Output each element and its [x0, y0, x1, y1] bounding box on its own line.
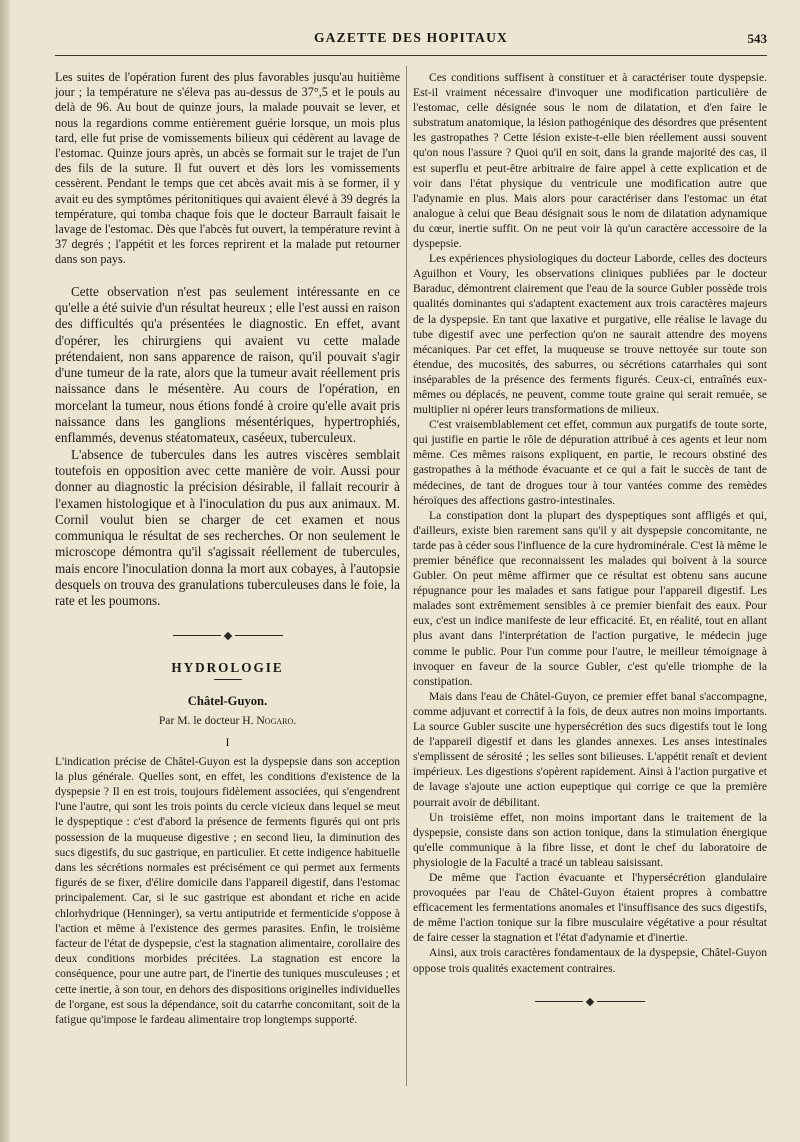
ornament-line-right — [235, 635, 283, 636]
interest-paragraph-2: L'absence de tubercules dans les autres viscères semblait toutefois en opposition avec cette manière de voir. Aussi pour donner au diagnostic la précision désirable, il fallait recourir à l'examen histologique et à l'inoculation du pus aux animaux. M. Cornil voulut bien se charger de cet examen et nous communiqua le résultat de ses recherches. Or non seulement le microscope démontra qu'il s'agissait réellement de tubercules, mais encore l'inoculation donna la mort aux cobayes, à l'autopsie desquels on trouva des granulations tuberculeuses dans le foie, la rate et les poumons. — [55, 446, 400, 609]
case-paragraph: Les suites de l'opération furent des plus favorables jusqu'au huitième jour ; la température ne s'éleva pas au-dessus de 37°,5 et le pouls au delà de 96. Au bout de quinze jours, la malade pouvait se lever, et nous la regardions comme entièrement guérie lorsque, un mois plus tard, elle fut prise de vomissements bilieux qui cédèrent au lavage de l'estomac. Quinze jours après, un abcès se formait sur le trajet de l'un des fils de la suture. Il fut ouvert et dès lors les vomissements cessèrent. Pendant le temps que cet abcès avait mis à se former, il y avait eu des symptômes péritonitiques qui avaient élevé à 39 degrés la température, qui tomba chaque fois que le docteur Barrault faisait le lavage de l'estomac. Dès que l'abcès fut ouvert, la température revint à 37 degrés ; l'appétit et les forces reprirent et la malade put retourner dans son pays. — [55, 70, 400, 267]
header-rule — [55, 55, 767, 56]
right-paragraph: La constipation dont la plupart des dyspeptiques sont affligés et qui, d'ailleurs, existe bien rarement sans qu'il y ait dyspepsie concomitante, ne tarde pas à céder sous l'influence de la cure hydrominérale. C'est là même le premier bénéfice que reconnaissent les malades qui boivent à la source Gubler. On peut même affirmer que ce résultat est obtenu sans aucune répugnance pour les malades et sans fatigue pour l'appareil digestif. Les malades sont extrêmement sensibles à ce premier bienfait des eaux. Pour eux, c'est un indice manifeste de leur efficacité. Et, en réalité, tout en allant plus avant dans l'interprétation de l'action purgative, le médecin juge comme le public. Pour l'un comme pour l'autre, le meilleur témoignage à invoquer en faveur de la source Gubler, c'est qu'elle triomphe de la constipation. — [413, 508, 767, 688]
ornament-line-left — [535, 1001, 583, 1002]
right-paragraph: Mais dans l'eau de Châtel-Guyon, ce premier effet banal s'accompagne, comme adjuvant et correctif à la fois, de deux autres non moins importants. La source Gubler suscite une hypersécrétion des sucs digestifs tout le long de l'appareil digestif et dans les glandes annexes. Les anses intestinales s'emplissent de sérosité ; les selles sont bilieuses. L'appétit renaît et devient impérieux. Les digestions s'opèrent rapidement. Ainsi à l'action purgative et de lavage s'ajoute une action eupeptique qui corrige ce que la première pourrait avoir de débilitant. — [413, 689, 767, 809]
binding-edge — [0, 0, 10, 1142]
ornament-diamond — [586, 997, 594, 1005]
right-paragraph: Ainsi, aux trois caractères fondamentaux de la dyspepsie, Châtel-Guyon oppose trois qualités exactement contraires. — [413, 946, 767, 975]
end-ornament — [413, 998, 767, 1006]
intro-paragraph: L'indication précise de Châtel-Guyon est la dyspepsie dans son acception la plus générale. Quelles sont, en effet, les conditions d'existence de la dyspepsie ? Il en est trois, toujours fidèlement associées, qui s'engendrent l'une l'autre, qui sont les trois points du cercle vicieux dans lequel se meut le dyspeptique : c'est d'abord la présence de ferments figurés qui ont pris possession de la muqueuse digestive ; en second lieu, la diminution des sucs digestifs, du suc gastrique, en particulier. Et cette indigence habituelle dans les sécrétions normales est précisément ce qui permet aux ferments figurés de se fixer, d'élire domicile dans l'appareil digestif, dans l'estomac principalement. Car, si le suc gastrique est abondant et riche en acide chlorhydrique (Henninger), sa vertu antiputride et fermenticide s'oppose à l'action et même à l'existence des germes parasites. Enfin, le troisième facteur de l'état de dyspepsie, c'est la stagnation alimentaire, corollaire des deux conditions morbides précitées. La stagnation est encore la conséquence, pour une autre part, de l'inertie des tuniques musculeuses ; et cette inertie, à son tour, en dehors des dispositions originelles individuelles de l'organe, est sous la dépendance, soit du catarrhe concomitant, soit de la fatigue qu'impose le fardeau alimentaire trop longtemps supporté. — [55, 755, 400, 1027]
part-numeral: I — [225, 734, 230, 749]
right-paragraph: Un troisième effet, non moins important dans le traitement de la dyspepsie, consiste dans son action tonique, dans la stimulation énergique qu'elle communique à la fibre lisse, et dont le chef du laboratoire de physiologie de la Faculté a tracé un tableau saisissant. — [413, 810, 767, 869]
interest-paragraph-1: Cette observation n'est pas seulement intéressante en ce qu'elle a été suivie d'un résultat heureux ; elle l'est aussi en raison des difficultés qu'a présentées le diagnostic. En effet, avant d'opérer, les chirurgiens qui avaient vu cette malade prétendaient, non sans apparence de raison, qu'il pouvait s'agir d'une tumeur de la rate, alors que la tumeur avait réellement pris naissance dans le mésentère. Au cours de l'opération, en morcelant la tumeur, nous étions fondé à croire qu'elle avait pris naissance dans les ganglions mésentériques, hypertrophiés, enflammés, devenus stéatomateux, caséeux, tuberculeux. — [55, 283, 400, 446]
interest-section — [55, 284, 400, 610]
section-title-rule — [214, 679, 242, 680]
ornament-line-left — [173, 635, 221, 636]
right-paragraph: De même que l'action évacuante et l'hypersécrétion glandulaire provoquées par l'eau de Châtel-Guyon étaient propres à combattre efficacement les fermentations anomales et l'insuffisance des sucs digestifs, de même l'action tonique sur la fibre musculaire végétative a pour résultat de faire cesser la stagnation et l'état d'adynamie et d'inertie. — [413, 870, 767, 945]
byline-prefix: Par M. le docteur H. — [158, 713, 257, 727]
page-number: 543 — [747, 31, 767, 46]
running-title: GAZETTE DES HOPITAUX — [313, 30, 509, 45]
ornament-diamond — [223, 631, 231, 639]
left-column — [55, 70, 400, 1028]
article-title: Châtel-Guyon. — [187, 693, 268, 708]
section-title: HYDROLOGIE — [171, 659, 284, 675]
right-paragraph: Ces conditions suffisent à constituer et à caractériser toute dyspepsie. Est-il vraiment nécessaire d'invoquer une modification particulière de l'estomac, celle désignée sous le nom de dilatation, et d'en faire le substratum anatomique, la lésion pathogénique des désordres que présentent les gastropathes ? Cette lésion existe-t-elle bien réellement aussi souvent qu'on nous l'assure ? Quoi qu'il en soit, dans la grande majorité des cas, il est superflu et peut-être arbitraire de faire appel à cette explication et de voir dans l'état physique du ventricule une modification autre que l'adynamie en plus. Mais alors pour caractériser dans l'estomac un état analogue à celui que Beau désignait sous le nom de dilatation adynamique du cœur, inertie suffit. On ne peut voir là qu'un caractère accessoire de la dyspepsie. — [413, 71, 767, 251]
ornament-line-right — [597, 1001, 645, 1002]
byline — [55, 714, 400, 727]
divider-ornament — [55, 632, 400, 640]
column-separator — [406, 66, 407, 1086]
right-column — [413, 70, 767, 1026]
right-paragraph: C'est vraisemblablement cet effet, commun aux purgatifs de toute sorte, qui justifie en partie le rôle de dépuration attribué à ces agents et leur nom même. Ces mêmes raisons expliquent, en partie, le recours obstiné des gastropathes à la méthode évacuante et ce qui a fait le succès de tant de médecines, de tant de drogues tour à tour vantées comme des remèdes héroïques des affections gastro-intestinales. — [413, 418, 767, 507]
page-header — [55, 30, 767, 52]
right-paragraph: Les expériences physiologiques du docteur Laborde, celles des docteurs Aguilhon et Voury, les observations cliniques publiées par le docteur Baraduc, démontrent clairement que l'eau de la source Gubler possède trois qualités dominantes qui s'adaptent exactement aux trois caractères majeurs de la dyspepsie. En tant que laxative et purgative, elle réalise le lavage du tube digestif avec une perfection qu'on ne saurait attendre des moyens mécaniques. Par cet effet, la muqueuse se trouve nettoyée sur toute son étendue, des mucosités, des saburres, ou sécrétions catarrhales qui sont inséparables de la présence des ferments figurés. Ceux-ci, entraînés eux-mêmes ou déplacés, ne peuvent, comme toute graine qui serait remuée, se multiplier ni opérer leurs transformations de milieux. — [413, 252, 767, 417]
byline-author: Nogaro. — [256, 713, 297, 727]
